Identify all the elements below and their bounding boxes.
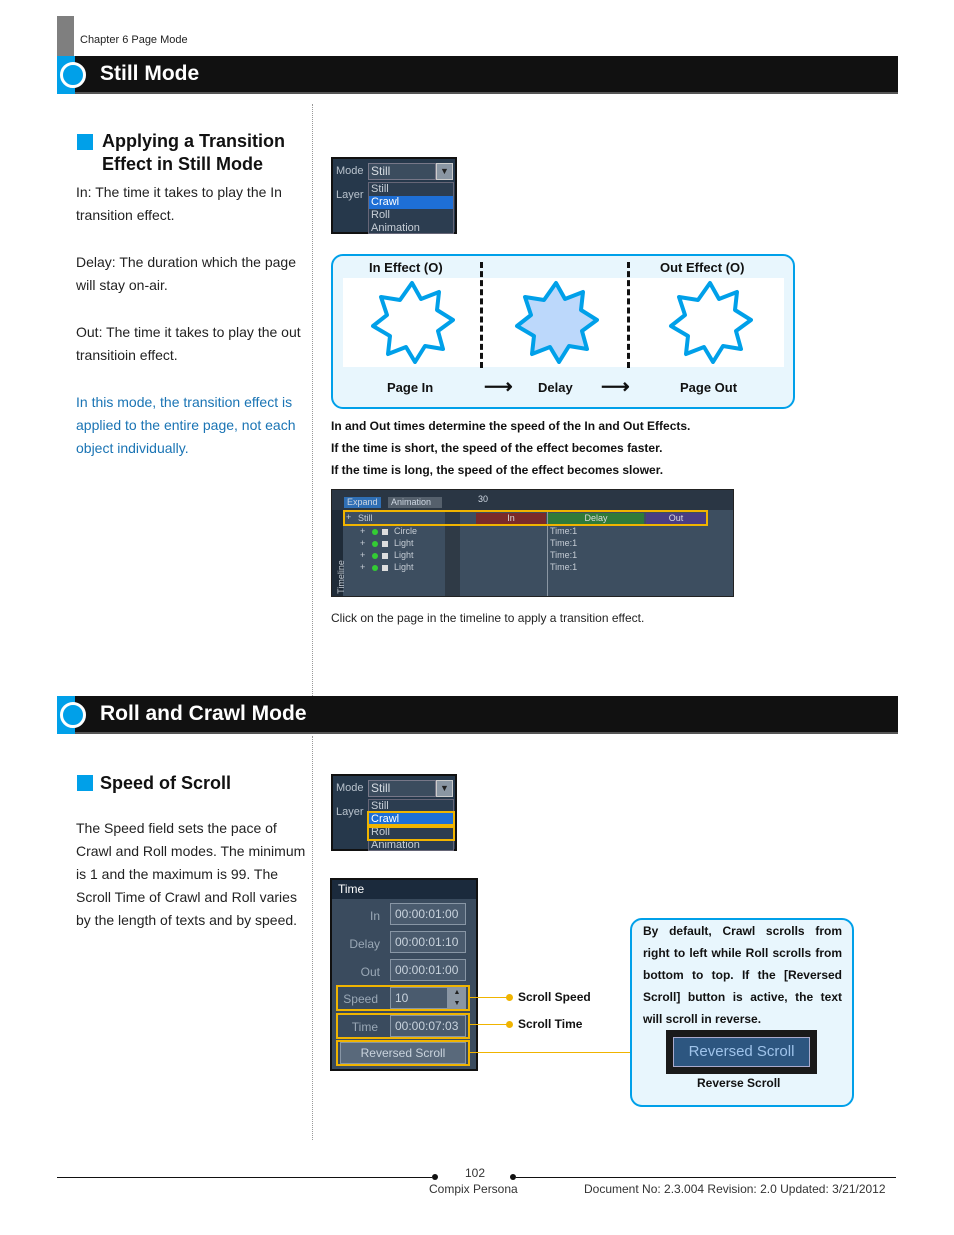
callout-dot-icon — [506, 1021, 513, 1028]
mode-option-roll[interactable]: Roll — [371, 209, 390, 221]
time-label: Time — [351, 1020, 378, 1034]
lock-icon[interactable] — [382, 553, 388, 559]
delay-label: Delay — [538, 380, 573, 395]
reverse-scroll-caption: Reverse Scroll — [697, 1076, 781, 1090]
mode-option-animation[interactable]: Animation — [371, 222, 420, 234]
text-line: Crawl and Roll modes. The minimum — [76, 843, 306, 859]
delay-segment[interactable]: Delay — [548, 513, 644, 524]
row-plus[interactable]: + — [360, 550, 366, 560]
mode-select[interactable]: Still — [368, 780, 436, 797]
speed-description — [76, 817, 308, 932]
mode-option-roll[interactable]: Roll — [369, 826, 453, 839]
page-row-label[interactable]: Still — [358, 513, 373, 523]
text-line: Out: The time it takes to play the out — [76, 324, 301, 340]
subheading-line: Effect in Still Mode — [102, 154, 264, 174]
subheading-speed-of-scroll: Speed of Scroll — [100, 773, 232, 793]
section-bullet-icon — [60, 702, 86, 728]
arrow-right-icon: ⟶ — [601, 376, 630, 398]
reverse-scroll-button-frame — [666, 1030, 817, 1074]
object-row-time: Time:1 — [550, 550, 578, 560]
column-divider — [312, 104, 313, 696]
text-line: Scroll Time of Crawl and Roll varies — [76, 889, 297, 905]
page-number: 102 — [465, 1166, 486, 1180]
page-in-label: Page In — [387, 380, 434, 395]
speed-up-icon[interactable]: ▲ — [448, 987, 466, 998]
scroll-speed-callout: Scroll Speed — [518, 990, 591, 1004]
reverse-scroll-button[interactable]: Reversed Scroll — [673, 1037, 810, 1067]
mode-dropdown-panel — [331, 774, 457, 851]
note-line: object individually. — [76, 440, 189, 456]
callout-line — [470, 997, 510, 998]
note-line: applied to the entire page, not each — [76, 417, 296, 433]
page-row-plus[interactable]: + — [346, 512, 352, 522]
subheading-line: Applying a Transition — [102, 131, 286, 151]
object-row-time: Time:1 — [550, 526, 578, 536]
mode-select[interactable]: Still — [368, 163, 436, 180]
row-plus[interactable]: + — [360, 538, 366, 548]
object-row-time: Time:1 — [550, 538, 578, 548]
product-name: Compix Persona — [429, 1182, 518, 1196]
object-row-label[interactable]: Circle — [394, 526, 418, 536]
mode-option-still[interactable]: Still — [371, 800, 389, 812]
timeline-rows — [360, 526, 732, 574]
visibility-dot-icon[interactable] — [372, 529, 378, 535]
starburst-outline-icon — [667, 280, 753, 364]
section-title-still-mode: Still Mode — [100, 62, 200, 85]
mode-label: Mode — [336, 165, 364, 177]
section-bullet-icon — [60, 62, 86, 88]
footer-rule — [516, 1177, 896, 1178]
text-line: by the length of texts and by speed. — [76, 912, 298, 928]
document-info: Document No: 2.3.004 Revision: 2.0 Updated: 3/21/2012 — [584, 1182, 886, 1196]
object-row-label[interactable]: Light — [394, 550, 414, 560]
footer-dot-icon — [432, 1174, 438, 1180]
out-segment[interactable]: Out — [646, 513, 706, 524]
text-line: is 1 and the maximum is 99. The — [76, 866, 279, 882]
chevron-down-icon[interactable]: ▼ — [436, 780, 453, 797]
mode-dropdown-panel — [331, 157, 457, 234]
reverse-scroll-note-text: By default, Crawl scrolls from right to left while Roll scrolls from bottom to top. If the [Reversed Scroll] button is active, the text will scroll in reverse. — [643, 924, 842, 1026]
text-line: transition effect. — [76, 207, 175, 223]
time-panel — [330, 878, 478, 1071]
timeline-panel — [331, 489, 734, 597]
arrow-right-icon: ⟶ — [484, 376, 513, 398]
chapter-label: Chapter 6 Page Mode — [80, 34, 188, 46]
mode-options-list — [368, 182, 454, 234]
in-label: In — [369, 909, 380, 923]
footer-rule — [57, 1177, 432, 1178]
callout-dot-icon — [506, 994, 513, 1001]
delay-label: Delay — [349, 937, 380, 951]
row-plus[interactable]: + — [360, 526, 366, 536]
in-time-field[interactable]: 00:00:01:00 — [390, 903, 466, 925]
visibility-dot-icon[interactable] — [372, 541, 378, 547]
divider-dashed-line — [480, 262, 483, 368]
text-line: Delay: The duration which the page — [76, 254, 296, 270]
definitions-text — [76, 181, 308, 460]
in-effect-label: In Effect (O) — [369, 260, 443, 275]
visibility-dot-icon[interactable] — [372, 553, 378, 559]
object-row-label[interactable]: Light — [394, 562, 414, 572]
object-row-label[interactable]: Light — [394, 538, 414, 548]
chevron-down-icon[interactable]: ▼ — [436, 163, 453, 180]
divider-dashed-line — [627, 262, 630, 368]
page-out-label: Page Out — [680, 380, 738, 395]
time-panel-header: Time — [332, 880, 476, 899]
timeline-vertical-label: Timeline — [335, 560, 346, 594]
column-divider — [312, 736, 313, 1140]
subheading-square-icon — [77, 134, 93, 150]
lock-icon[interactable] — [382, 529, 388, 535]
starburst-outline-icon — [369, 280, 455, 364]
text-line: The Speed field sets the pace of — [76, 820, 277, 836]
caption-line: If the time is short, the speed of the effect becomes faster. — [331, 441, 663, 455]
timeline-caption: Click on the page in the timeline to apply a transition effect. — [331, 611, 645, 625]
visibility-dot-icon[interactable] — [372, 565, 378, 571]
text-line: In: The time it takes to play the In — [76, 184, 282, 200]
speed-field[interactable]: 10 — [390, 987, 448, 1009]
scroll-time-callout: Scroll Time — [518, 1017, 583, 1031]
speed-label: Speed — [343, 992, 378, 1006]
animation-tab[interactable]: Animation — [388, 497, 442, 508]
mode-label: Mode — [336, 782, 364, 794]
layer-label: Layer — [336, 806, 364, 818]
mode-option-crawl[interactable]: Crawl — [369, 813, 453, 826]
subheading-applying-transition — [102, 130, 285, 176]
mode-option-animation[interactable]: Animation — [371, 839, 420, 851]
out-time-field[interactable]: 00:00:01:00 — [390, 959, 466, 981]
starburst-filled-icon — [513, 280, 599, 364]
section-title-roll-crawl: Roll and Crawl Mode — [100, 702, 307, 725]
mode-options-list — [368, 799, 454, 851]
note-line: In this mode, the transition effect is — [76, 394, 293, 410]
diagram-caption — [331, 415, 690, 481]
speed-down-icon[interactable]: ▼ — [448, 998, 466, 1009]
mode-option-crawl[interactable]: Crawl — [369, 196, 453, 209]
reversed-scroll-button[interactable]: Reversed Scroll — [340, 1042, 466, 1064]
in-segment[interactable]: In — [476, 513, 546, 524]
chapter-tab — [57, 16, 74, 56]
out-label: Out — [360, 965, 380, 979]
subheading-square-icon — [77, 775, 93, 791]
lock-icon[interactable] — [382, 565, 388, 571]
scroll-time-field[interactable]: 00:00:07:03 — [390, 1015, 466, 1037]
caption-line: In and Out times determine the speed of the In and Out Effects. — [331, 419, 691, 433]
timeline-tick-label: 30 — [478, 494, 489, 504]
row-plus[interactable]: + — [360, 562, 366, 572]
expand-tab[interactable]: Expand — [344, 497, 381, 508]
delay-time-field[interactable]: 00:00:01:10 — [390, 931, 466, 953]
mode-option-still[interactable]: Still — [371, 183, 389, 195]
layer-label: Layer — [336, 189, 364, 201]
text-line: transitioin effect. — [76, 347, 178, 363]
out-effect-label: Out Effect (O) — [660, 260, 745, 275]
callout-line — [470, 1024, 510, 1025]
object-row-time: Time:1 — [550, 562, 578, 572]
caption-line: If the time is long, the speed of the effect becomes slower. — [331, 463, 664, 477]
lock-icon[interactable] — [382, 541, 388, 547]
text-line: will stay on-air. — [76, 277, 168, 293]
